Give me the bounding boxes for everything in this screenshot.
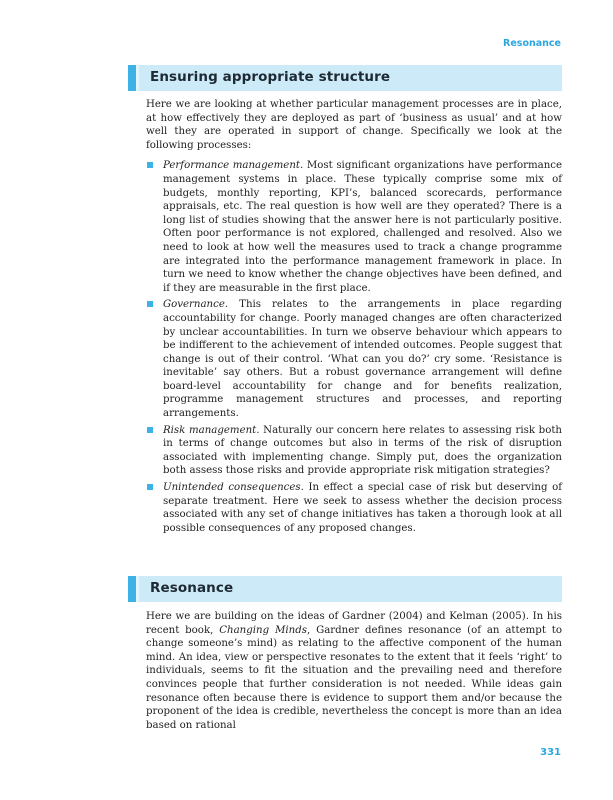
para-text: , Gardner defines resonance (of an attempt to change someone’s mind) as relating to the affective component of the human mind. An idea, view or perspective resonates to the extent that it feels ‘right’ to individuals, seems to fit the situation and the prevailing need and therefore convinces people that further consideration is not needed. While ideas gain resonance often because there is evidence to support them and/or because the proponent of the idea is credible, nevertheless the concept is more than an idea based on rational [146,624,563,731]
process-list [146,159,562,535]
bullet-text: Most significant organizations have performance management systems in place. These typically comprise some mix of budgets, monthly reporting, KPI’s, balanced scorecards, performance appraisals, etc. The real question is how well are they operated? There is a long list of studies showing that the answer here is not particularly positive. Often poor performance is not explored, challenged and resolved. Also we need to look at how well the measures used to track a change programme are integrated into the performance management framework in place. In turn we need to know whether the change objectives have been defined, and if they are measurable in the first place. [163,160,562,294]
bullet-term: Unintended consequences. [163,482,304,494]
list-item [146,159,562,295]
list-item [146,424,562,478]
heading-accent [128,576,136,602]
book-title: Changing Minds [219,624,307,636]
bullet-square-icon [147,484,153,490]
bullet-term: Performance management. [163,160,304,172]
section-heading-bar-structure [128,65,562,91]
section-body-resonance [146,610,562,732]
list-item [146,298,562,420]
para-text: Here we are building on the ideas of Gardner (2004) and Kelman (2005). In his recent book, [146,611,562,636]
bullet-text: In effect a special case of risk but deserving of separate treatment. Here we seek to assess whether the decision process associated with any set of change initiatives has taken a thorough look at all possible consequences of any proposed changes. [163,482,562,534]
bullet-text: This relates to the arrangements in place regarding accountability for change. Poorly managed changes are often characterized by unclear accountabilities. In turn we observe behaviour which appears to be indifferent to the achievement of intended outcomes. People suggest that change is out of their control. ‘What can you do?’ cry some. ‘Resistance is inevitable’ say others. But a robust governance arrangement will define board-level accountability for change and for benefits realization, programme management structures and processes, and reporting arrangements. [163,299,562,420]
bullet-square-icon [147,162,153,168]
bullet-text: Naturally our concern here relates to assessing risk both in terms of change outcomes but also in terms of the risk of disruption associated with implementing change. Simply put, does the organization both assess those risks and provide appropriate risk mitigation strategies? [163,424,562,477]
running-head: Resonance [503,38,561,49]
intro-paragraph: Here we are looking at whether particular management processes are in place, at how effectively they are deployed as part of ‘business as usual’ and at how well they are operated in support of change. Specifically we look at the following processes: [146,99,562,151]
heading-accent-inner [136,576,139,602]
section-heading-bar-resonance [128,576,562,602]
resonance-paragraph [146,610,562,732]
bullet-square-icon [147,301,153,307]
section-heading: Ensuring appropriate structure [150,69,391,85]
bullet-term: Risk management. [163,424,260,436]
section-heading: Resonance [150,580,234,596]
page-number: 331 [540,747,561,758]
heading-accent-inner [136,65,139,91]
section-body-structure [146,98,562,538]
heading-accent [128,65,136,91]
list-item [146,481,562,535]
bullet-square-icon [147,427,153,433]
bullet-term: Governance. [163,299,229,311]
